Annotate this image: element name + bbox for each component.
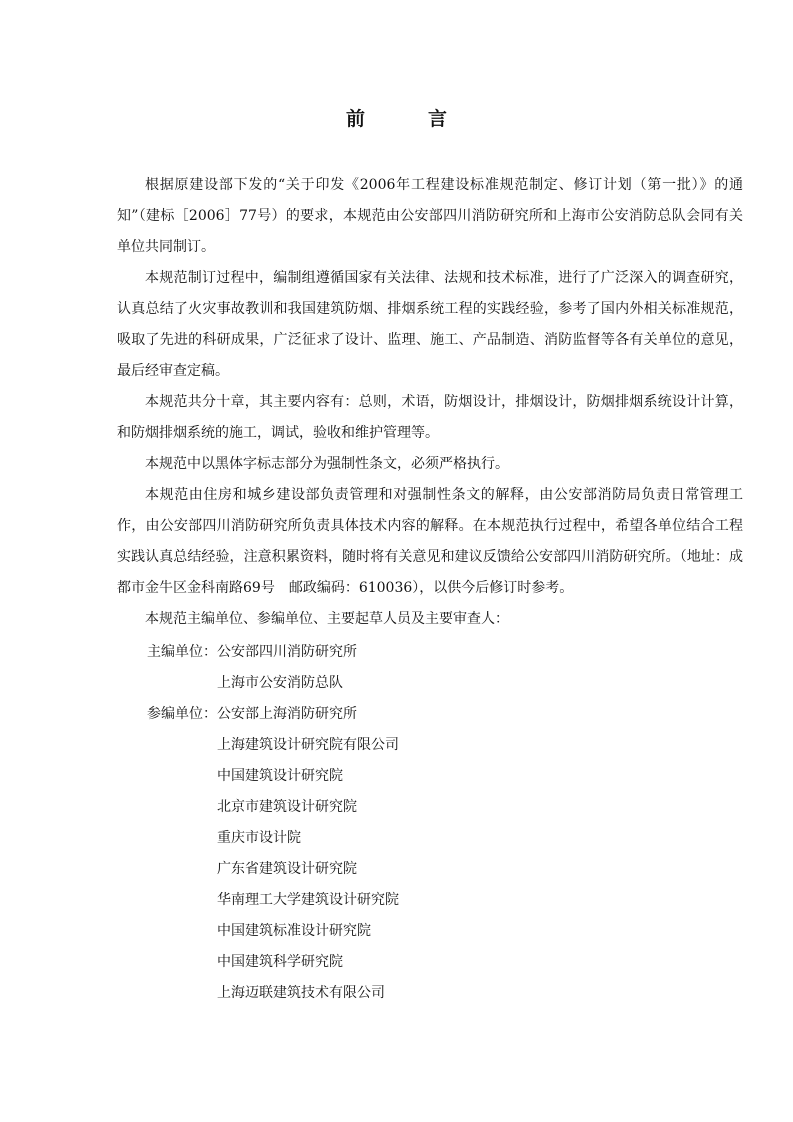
paragraph: 本规范由住房和城乡建设部负责管理和对强制性条文的解释，由公安部消防局负责日常管理工作，由公安部四川消防研究所负责具体技术内容的解释。在本规范执行过程中，希望各单位结合工程实践认真总结经验，注意积累资料，随时将有关意见和建议反馈给公安部四川消防研究所。（地址：成都市金牛区金科南路69号 邮政编码：610036），以供今后修订时参考。 (117, 487, 743, 596)
list-item (147, 668, 647, 699)
unit-name: 上海市公安消防总队 (217, 675, 343, 691)
units-list (147, 637, 647, 1009)
unit-name: 上海迈联建筑技术有限公司 (217, 985, 385, 1001)
paragraph: 根据原建设部下发的“关于印发《2006年工程建设标准规范制定、修订计划（第一批）》的通知”（建标［2006］77号）的要求，本规范由公安部四川消防研究所和上海市公安消防总队会同有关单位共同制订。 (117, 177, 743, 255)
paragraph: 本规范共分十章，其主要内容有：总则，术语，防烟设计，排烟设计，防烟排烟系统设计计算，和防烟排烟系统的施工，调试，验收和维护管理等。 (117, 394, 743, 441)
list-item (147, 730, 647, 761)
list-item (147, 978, 647, 1009)
unit-name: 北京市建筑设计研究院 (217, 799, 357, 815)
list-item (147, 637, 647, 668)
list-item (147, 947, 647, 978)
list-item (147, 761, 647, 792)
unit-name: 上海建筑设计研究院有限公司 (217, 737, 399, 753)
list-item (147, 823, 647, 854)
list-item (147, 699, 647, 730)
list-item (147, 854, 647, 885)
list-item (147, 916, 647, 947)
unit-name: 中国建筑科学研究院 (217, 954, 343, 970)
preface-body (117, 170, 743, 635)
unit-name: 公安部四川消防研究所 (217, 644, 357, 660)
paragraph: 本规范中以黑体字标志部分为强制性条文，必须严格执行。 (145, 456, 509, 472)
participating-units-label: 参编单位： (147, 706, 217, 722)
unit-name: 重庆市设计院 (217, 830, 301, 846)
list-item (147, 792, 647, 823)
unit-name: 中国建筑设计研究院 (217, 768, 343, 784)
page-title: 前 言 (345, 108, 469, 130)
unit-name: 公安部上海消防研究所 (217, 706, 357, 722)
unit-name: 中国建筑标准设计研究院 (217, 923, 371, 939)
chief-units-label: 主编单位： (147, 644, 217, 660)
paragraph: 本规范制订过程中，编制组遵循国家有关法律、法规和技术标准，进行了广泛深入的调查研究，认真总结了火灾事故教训和我国建筑防烟、排烟系统工程的实践经验，参考了国内外相关标准规范，吸取了先进的科研成果，广泛征求了设计、监理、施工、产品制造、消防监督等各有关单位的意见，最后经审查定稿。 (117, 270, 743, 379)
paragraph: 本规范主编单位、参编单位、主要起草人员及主要审查人： (145, 611, 509, 627)
unit-name: 广东省建筑设计研究院 (217, 861, 357, 877)
unit-name: 华南理工大学建筑设计研究院 (217, 892, 399, 908)
list-item (147, 885, 647, 916)
